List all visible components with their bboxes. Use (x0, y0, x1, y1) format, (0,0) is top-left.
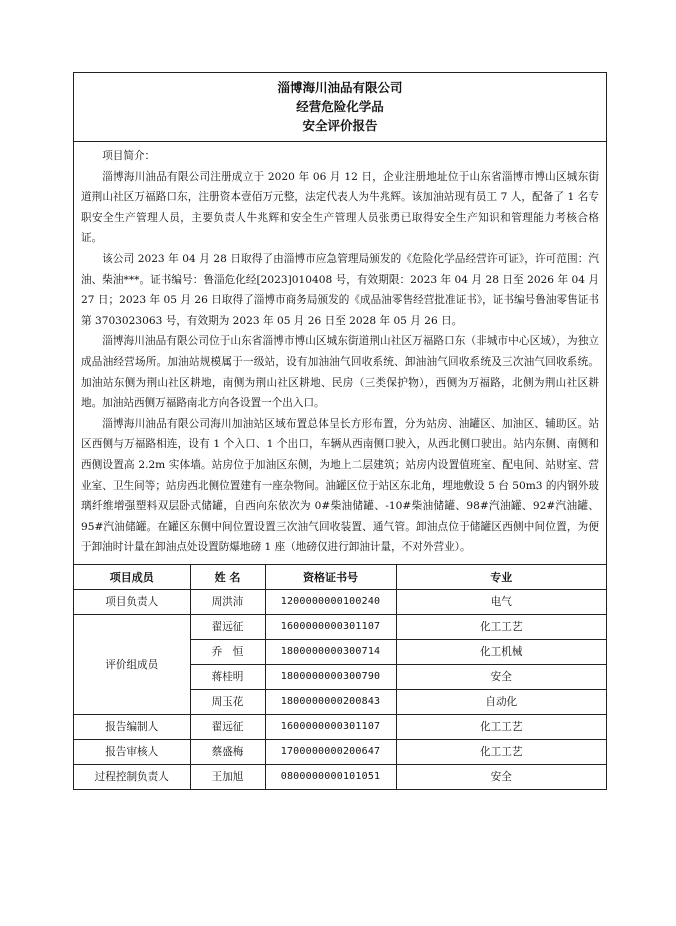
role-cell: 报告编制人 (74, 714, 190, 739)
summary-paragraph: 该公司 2023 年 04 月 28 日取得了由淄博市应急管理局颁发的《危险化学品经营许可证》，许可范围：汽油、柴油***。证书编号：鲁淄危化经[2023]010408 号，有效期限：2023 年 04 月 28 日至 2026 年 04 月 27 日；2023 年 05 月 26 日取得了淄博市商务局颁发的《成品油零售经营批准证书》，证书编号鲁油零售证书第 3703023063 号，有效期为 2023 年 05 月 26 日至 2028 年 05 月 26 日。 (81, 252, 599, 327)
name-cell: 王加旭 (190, 764, 265, 789)
header-role: 项目成员 (74, 565, 190, 590)
role-cell: 过程控制负责人 (74, 764, 190, 789)
major-cell: 安全 (396, 764, 606, 789)
role-cell: 评价组成员 (74, 614, 190, 714)
major-cell: 化工工艺 (396, 714, 606, 739)
role-cell: 报告审核人 (74, 739, 190, 764)
summary-paragraph: 淄博海川油品有限公司海川加油站区域布置总体呈长方形布置，分为站房、油罐区、加油区、辅助区。站区西侧与万福路相连，设有 1 个入口、1 个出口，车辆从西南侧口驶入，从西北侧口驶出。站内东侧、南侧和西侧设置高 2.2m 实体墙。站房位于加油区东侧，为地上二层建筑；站房内设置值班室、配电间、站财室、营业室、卫生间等；站房西北侧位置建有一座杂物间。油罐区位于站区东北角，埋地敷设 5 台 50m3 的内钢外玻璃纤维增强塑料双层卧式储罐，自西向东依次为 0#柴油储罐、-10#柴油储罐、98#汽油罐、92#汽油罐、95#汽油储罐。在罐区东侧中间位置设置三次油气回收装置、通气管。卸油点位于储罐区西侧中间位置，为便于卸油时计量在卸油点处设置防爆地磅 1 座（地磅仅进行卸油计量，不对外营业）。 (81, 417, 599, 554)
personnel-table (74, 565, 606, 789)
name-cell: 乔 恒 (190, 639, 265, 664)
major-cell: 化工工艺 (396, 614, 606, 639)
major-cell: 化工机械 (396, 639, 606, 664)
cert-cell: 0800000000101051 (265, 764, 396, 789)
summary-label: 项目简介： (102, 150, 156, 162)
major-cell: 安全 (396, 664, 606, 689)
header-cert: 资格证书号 (265, 565, 396, 590)
name-cell: 蔡盛梅 (190, 739, 265, 764)
name-cell: 蒋桂明 (190, 664, 265, 689)
header-major: 专业 (396, 565, 606, 590)
table-row (74, 589, 606, 614)
project-summary (74, 142, 606, 565)
summary-paragraph: 淄博海川油品有限公司位于山东省淄博市博山区城东街道荆山社区万福路口东（非城市中心区域），为独立成品油经营场所。加油站规模属于一级站，设有加油油气回收系统、卸油油气回收系统及三次油气回收系统。加油站东侧为荆山社区耕地，南侧为荆山社区耕地、民房（三类保护物），西侧为万福路，北侧为荆山社区耕地。加油站西侧万福路南北方向各设置一个出入口。 (81, 335, 599, 410)
report-subtitle: 经营危险化学品 (296, 99, 384, 114)
report-title: 安全评价报告 (302, 118, 378, 133)
name-cell: 周玉花 (190, 689, 265, 714)
company-title: 淄博海川油品有限公司 (277, 80, 403, 95)
table-row (74, 764, 606, 789)
title-block (74, 73, 606, 142)
table-header-row (74, 565, 606, 590)
table-row (74, 614, 606, 639)
report-sheet (73, 72, 607, 790)
cert-cell: 1800000000300790 (265, 664, 396, 689)
table-row (74, 714, 606, 739)
table-row (74, 739, 606, 764)
header-name: 姓 名 (190, 565, 265, 590)
cert-cell: 1600000000301107 (265, 614, 396, 639)
name-cell: 翟远征 (190, 614, 265, 639)
name-cell: 翟远征 (190, 714, 265, 739)
summary-paragraph: 淄博海川油品有限公司注册成立于 2020 年 06 月 12 日，企业注册地址位于山东省淄博市博山区城东街道荆山社区万福路口东，注册资本壹佰万元整，法定代表人为牛兆辉。该加油站现有员工 7 人，配备了 1 名专职安全生产管理人员，主要负责人牛兆辉和安全生产管理人员张勇已取得安全生产知识和管理能力考核合格证。 (81, 170, 599, 245)
cert-cell: 1800000000300714 (265, 639, 396, 664)
major-cell: 自动化 (396, 689, 606, 714)
name-cell: 周洪沛 (190, 589, 265, 614)
cert-cell: 1700000000200647 (265, 739, 396, 764)
role-cell: 项目负责人 (74, 589, 190, 614)
cert-cell: 1600000000301107 (265, 714, 396, 739)
major-cell: 化工工艺 (396, 739, 606, 764)
major-cell: 电气 (396, 589, 606, 614)
cert-cell: 1800000000200843 (265, 689, 396, 714)
cert-cell: 1200000000100240 (265, 589, 396, 614)
